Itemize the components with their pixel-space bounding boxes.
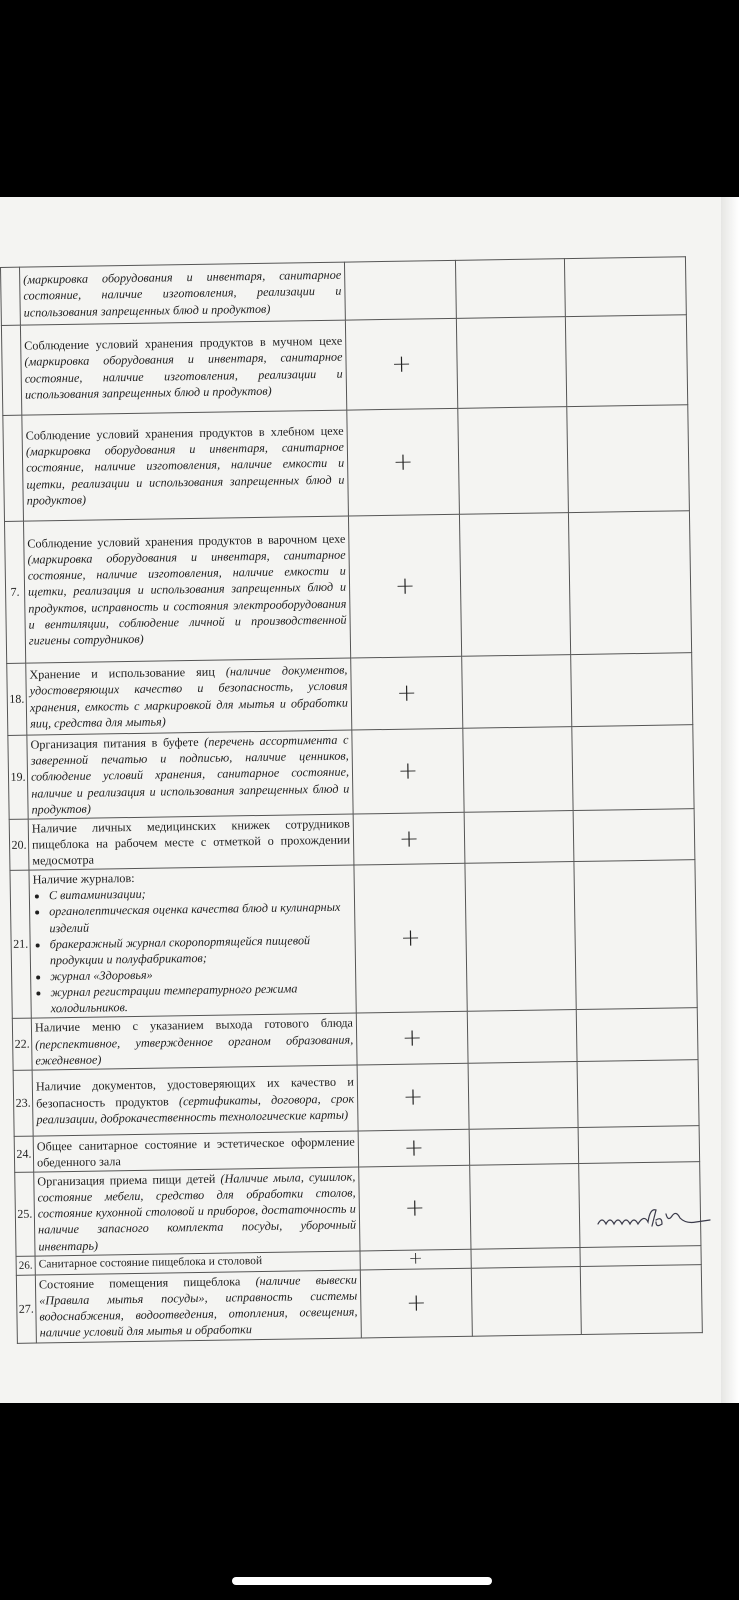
row-description (32, 1065, 358, 1136)
row-description (22, 410, 349, 521)
plus-mark: + (391, 349, 412, 378)
mark-cell (360, 1249, 471, 1270)
row-note: (наличие документов, удостоверяющих качество и безопасность, условия хранения, емкость с маркировкой для мытья и обработки яиц, средства для мытья) (29, 662, 348, 731)
empty-cell (571, 653, 693, 727)
empty-cell (567, 405, 690, 513)
mark-cell (347, 408, 460, 516)
row-description (34, 1167, 360, 1256)
row-note: (маркировка оборудования и инвентаря, санитарное состояние, наличие изготовления, наличие емкости и щетки, реализация и использования запрещенных блюд и продуктов, исправность и состояния электрооборудования и вентиляции, соблюдение личной и производственной гигиены сотрудников) (27, 547, 347, 648)
row-number: 20. (9, 819, 29, 871)
journal-list (33, 883, 353, 1017)
table-row (4, 511, 691, 664)
row-number: 18. (7, 663, 27, 735)
row-title: Санитарное состояние пищеблока и столовой (38, 1255, 263, 1271)
handwritten-signature (596, 1204, 714, 1234)
plus-mark: + (403, 1133, 425, 1162)
empty-cell (458, 407, 569, 515)
plus-mark: + (401, 1023, 423, 1052)
list-item: • журнал регистрации температурного режима холодильников. (50, 979, 352, 1016)
row-number (3, 415, 24, 521)
mark-cell (345, 318, 457, 410)
row-number: 24. (14, 1136, 34, 1172)
plus-mark: + (402, 1082, 424, 1111)
row-number: 23. (13, 1070, 33, 1136)
empty-cell (572, 725, 694, 811)
row-title: Наличие документов, удостоверяющих их качество и безопасность продуктов (35, 1075, 354, 1111)
row-number: 19. (8, 735, 28, 819)
row-description (28, 814, 354, 870)
mark-cell (354, 864, 467, 1014)
empty-cell (459, 513, 570, 657)
row-note: (маркировка оборудования и инвентаря, санитарное состояние, наличие изготовления, реализации и использования запрещенных блюд и продуктов) (24, 350, 343, 402)
plus-mark: + (398, 824, 420, 853)
empty-cell (469, 1128, 579, 1166)
table-row (1, 257, 687, 326)
table-row (3, 405, 690, 522)
plus-mark: + (404, 1193, 426, 1222)
empty-cell (564, 257, 686, 317)
row-note: (наличие вывески «Правила мытья посуды», исправность системы водоснабжения, водоотведения, отопления, освещения, наличие условий для мытья и обработки (39, 1272, 358, 1340)
row-title: Состояние помещения пищеблока (38, 1274, 241, 1292)
plus-mark: + (396, 678, 418, 707)
plus-mark: + (406, 1288, 427, 1317)
empty-cell (462, 655, 572, 729)
empty-cell (576, 1008, 698, 1062)
row-note: (маркировка оборудования и инвентаря, санитарное состояние, наличие изготовления, наличие емкости и щетки, реализации и использования запрещенных блюд и продуктов) (25, 439, 345, 508)
empty-cell (467, 1010, 577, 1064)
row-description (29, 865, 356, 1018)
mark-cell (360, 1268, 472, 1338)
row-description (27, 730, 353, 819)
mark-cell (353, 812, 465, 865)
plus-mark: + (408, 1248, 423, 1269)
mark-cell (344, 260, 456, 320)
plus-mark: + (400, 923, 421, 952)
empty-cell (565, 315, 687, 407)
checklist-table (0, 256, 703, 1343)
row-title: Хранение и использование яиц (29, 664, 215, 682)
row-description (20, 262, 346, 325)
table-row (7, 653, 693, 736)
mark-cell (356, 1011, 468, 1065)
empty-cell (580, 1245, 701, 1266)
table-row (16, 1264, 702, 1343)
row-title: Наличие журналов: (32, 871, 135, 887)
empty-cell (568, 511, 691, 655)
list-item: • бракеражный журнал скоропортящейся пищевой продукции и полуфабрикатов; (50, 931, 352, 968)
row-description (20, 320, 346, 415)
empty-cell (577, 1060, 699, 1128)
row-note: (маркировка оборудования и инвентаря, санитарное состояние, наличие изготовления, реализации и использования запрещенных блюд и продуктов) (23, 268, 342, 320)
empty-cell (455, 259, 565, 319)
row-note: (перечень ассортимента с заверенной печатью и подписью, наличие ценников, соблюдение условий хранения, санитарное состояние, наличие и реализация и использования запрещенных блюд и продуктов) (30, 732, 350, 817)
row-number (1, 325, 21, 415)
row-note: (сертификаты, договора, срок реализации, доброкачественность технологические карты) (36, 1091, 355, 1127)
row-description (35, 1270, 361, 1343)
row-title: Соблюдение условий хранения продуктов в мучном цехе (24, 333, 343, 353)
mark-cell (359, 1165, 471, 1250)
table-row (13, 1060, 699, 1137)
table-row (1, 315, 687, 416)
row-number: 26. (16, 1256, 35, 1275)
empty-cell (464, 811, 574, 864)
empty-cell (456, 317, 566, 409)
row-description (23, 516, 350, 663)
row-title: Организация питания в буфете (30, 735, 199, 752)
empty-cell (573, 809, 695, 862)
row-number: 25. (15, 1172, 35, 1256)
plus-mark: + (394, 571, 416, 600)
empty-cell (574, 860, 697, 1010)
empty-cell (578, 1126, 700, 1164)
empty-cell (468, 1062, 578, 1130)
mark-cell (352, 728, 464, 814)
row-title: Наличие меню с указанием выхода готового блюда (34, 1016, 354, 1036)
plus-mark: + (397, 756, 419, 785)
table-row (10, 860, 697, 1019)
empty-cell (470, 1164, 580, 1249)
row-description (31, 1013, 357, 1070)
row-description (26, 658, 352, 735)
row-number: 27. (16, 1275, 36, 1343)
list-item: • С витаминизации; (49, 883, 351, 904)
mark-cell (357, 1063, 469, 1131)
row-number (1, 267, 21, 325)
table-row (8, 725, 694, 820)
empty-cell (463, 727, 573, 813)
row-title: Соблюдение условий хранения продуктов в хлебном цехе (25, 423, 344, 443)
mark-cell (348, 514, 461, 658)
plus-mark: + (392, 447, 414, 476)
empty-cell (471, 1247, 580, 1268)
page-edge (721, 197, 739, 1403)
row-number: 22. (12, 1018, 32, 1070)
row-title: Наличие личных медицинских книжек сотрудников пищеблока на рабочем месте с отметкой о прохождении медосмотра (31, 816, 351, 868)
row-number: 21. (10, 870, 31, 1018)
list-item: • органолептическая оценка качества блюд и кулинарных изделий (49, 899, 351, 936)
row-note: (перспективное, утвержденное органом образования, ежедневное) (35, 1032, 354, 1068)
mark-cell (358, 1129, 470, 1167)
empty-cell (471, 1266, 581, 1336)
list-item: • журнал «Здоровья» (50, 963, 352, 984)
empty-cell (465, 862, 576, 1012)
row-title: Соблюдение условий хранения продуктов в варочном цехе (27, 531, 346, 551)
row-title: Организация приема пищи детей (37, 1171, 216, 1189)
row-title: Общее санитарное состояние и эстетическое оформление обеденного зала (36, 1134, 355, 1170)
document-page (0, 197, 739, 1403)
empty-cell (580, 1264, 702, 1334)
row-note: (Наличие мыла, сушилок, состояние мебели, средство для обработки столов, состояние кухонной столовой и приборов, достаточность и наличие запасного комплекта посуды, уборочный инвентарь) (37, 1169, 357, 1254)
row-description (33, 1131, 359, 1172)
home-indicator[interactable] (232, 1577, 492, 1585)
mark-cell (351, 656, 463, 730)
row-number: 7. (4, 521, 25, 663)
